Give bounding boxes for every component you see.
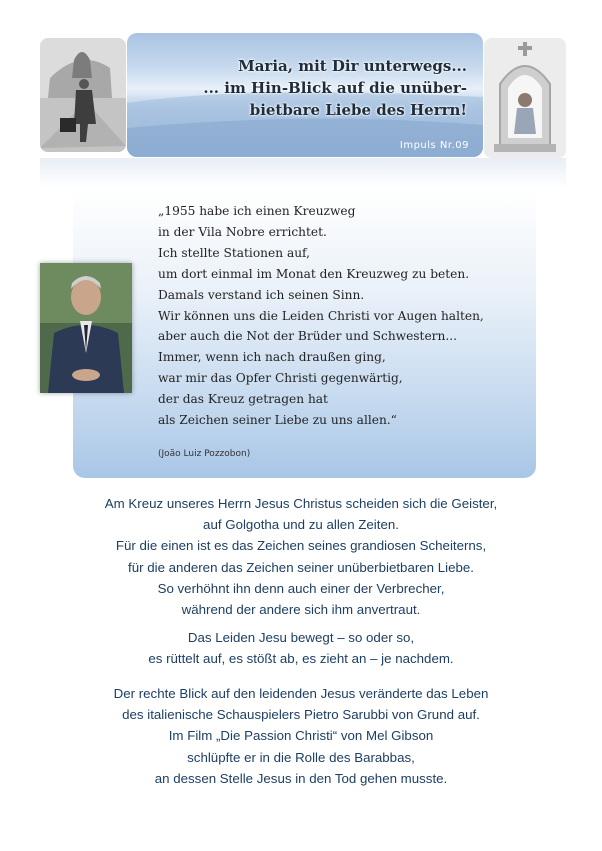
header-reflection xyxy=(40,158,566,188)
body-line: So verhöhnt ihn denn auch einer der Verbrecher, xyxy=(157,580,445,596)
body-paragraph-1 xyxy=(0,493,602,620)
quote-line: „1955 habe ich einen Kreuzweg xyxy=(158,204,356,218)
page-title: Maria, mit Dir unterwegs... ... im Hin-Blick auf die unüber- bietbare Liebe des Herrn! xyxy=(203,57,467,119)
quote-line: in der Vila Nobre errichtet. xyxy=(158,224,327,239)
quote-line: Wir können uns die Leiden Christi vor Augen halten, xyxy=(158,308,484,323)
body-line: Im Film „Die Passion Christi“ von Mel Gibson xyxy=(168,728,434,744)
quote-line: war mir das Opfer Christi gegenwärtig, xyxy=(158,371,403,386)
pilgrim-photo xyxy=(40,38,126,152)
quote-line: Damals verstand ich seinen Sinn. xyxy=(158,287,365,302)
quote-text xyxy=(158,201,528,431)
quote-line: der das Kreuz getragen hat xyxy=(158,392,328,407)
header xyxy=(0,0,602,190)
body-line: schlüpfte er in die Rolle des Barabbas, xyxy=(187,749,415,765)
quote-attribution: (João Luiz Pozzobon) xyxy=(158,449,251,459)
body-line: auf Golgotha und zu allen Zeiten. xyxy=(203,517,399,533)
madonna-shrine-image xyxy=(484,38,566,158)
quote-line: als Zeichen seiner Liebe zu uns allen.“ xyxy=(158,413,397,428)
body-line: während der andere sich ihm anvertraut. xyxy=(181,602,421,618)
body-line: Das Leiden Jesu bewegt – so oder so, xyxy=(187,630,415,645)
body-line: Am Kreuz unseres Herrn Jesus Christus scheiden sich die Geister, xyxy=(104,496,498,511)
portrait-photo xyxy=(40,263,132,393)
body-line: für die anderen das Zeichen seiner unüberbietbaren Liebe. xyxy=(128,559,474,575)
body-line: es rüttelt auf, es stößt ab, es zieht an – je nachdem. xyxy=(148,651,454,667)
quote-line: aber auch die Not der Brüder und Schwestern... xyxy=(158,329,457,344)
body-line: Der rechte Blick auf den leidenden Jesus veränderte das Leben xyxy=(113,686,489,701)
body-paragraph-3 xyxy=(0,683,602,789)
quote-line: Immer, wenn ich nach draußen ging, xyxy=(158,350,386,365)
body-line: des italienische Schauspielers Pietro Sarubbi von Grund auf. xyxy=(122,707,480,723)
body-line: an dessen Stelle Jesus in den Tod gehen musste. xyxy=(154,770,448,786)
quote-line: um dort einmal im Monat den Kreuzweg zu beten. xyxy=(158,266,470,281)
body-paragraph-2 xyxy=(0,627,602,669)
title-banner xyxy=(127,33,483,157)
body-line: Für die einen ist es das Zeichen seines grandiosen Scheiterns, xyxy=(115,538,487,554)
quote-line: Ich stellte Stationen auf, xyxy=(158,245,311,260)
impuls-number: Impuls Nr.09 xyxy=(399,140,469,151)
